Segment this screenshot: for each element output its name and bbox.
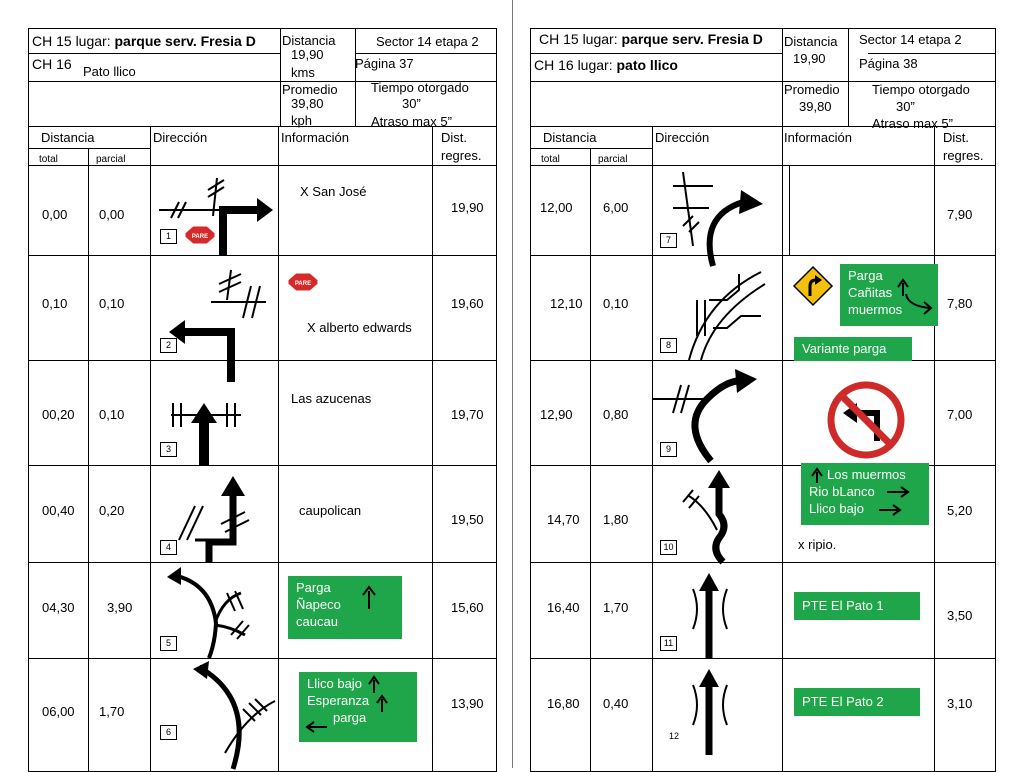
row-11-direction-diagram bbox=[653, 563, 781, 658]
row-1-total: 0,00 bbox=[42, 207, 68, 222]
row-7-number: 7 bbox=[660, 233, 677, 248]
row-8-regres: 7,80 bbox=[947, 296, 973, 311]
row-3-direction-diagram bbox=[151, 361, 277, 465]
row-6-direction-sign bbox=[299, 672, 417, 742]
row-7-direction-diagram bbox=[653, 166, 781, 255]
row-9-number: 9 bbox=[660, 442, 677, 457]
row-12-number: 12 bbox=[669, 731, 680, 741]
row-1-info: X San José bbox=[300, 184, 367, 199]
tiempo-value: 30” bbox=[402, 96, 421, 111]
row-8-right-arrow-icon bbox=[904, 292, 934, 316]
col-total: total bbox=[39, 154, 58, 165]
distancia-value: 19,90 bbox=[793, 51, 826, 66]
atraso-label: Atraso max 5” bbox=[872, 116, 953, 131]
row-8-curve-warning-sign bbox=[793, 266, 833, 306]
row-5-sign-line-1: Parga bbox=[296, 580, 331, 595]
row-3-number: 3 bbox=[160, 442, 177, 457]
row-10-sign-line-1: Los muermos bbox=[827, 467, 906, 482]
distancia-label: Distancia bbox=[784, 34, 838, 49]
pagina-label: Página 38 bbox=[859, 56, 918, 71]
page-divider bbox=[512, 0, 513, 768]
row-6-up-arrow-icon-2 bbox=[375, 694, 389, 712]
row-10-up-arrow-icon bbox=[810, 467, 824, 483]
atraso-label: Atraso max 5” bbox=[371, 114, 452, 129]
row-10-total: 14,70 bbox=[547, 512, 580, 527]
row-9-no-left-turn-sign bbox=[827, 381, 905, 459]
row-6-regres: 13,90 bbox=[451, 696, 484, 711]
row-3-total: 00,20 bbox=[42, 407, 75, 422]
row-8-sign-line-1: Parga bbox=[848, 268, 883, 283]
row-10-sign-line-2: Rio bLanco bbox=[809, 484, 875, 499]
ch-line-1: CH 15 lugar: parque serv. Fresia D bbox=[32, 33, 256, 49]
row-5-up-arrow-icon bbox=[362, 585, 376, 609]
promedio-label: Promedio bbox=[784, 82, 840, 97]
row-9-regres: 7,00 bbox=[947, 407, 973, 422]
tiempo-label: Tiempo otorgado bbox=[371, 80, 469, 95]
col-parcial: parcial bbox=[96, 154, 126, 165]
row-8-parcial: 0,10 bbox=[603, 296, 629, 311]
row-4-direction-diagram bbox=[151, 466, 277, 562]
row-6-up-arrow-icon-1 bbox=[367, 675, 381, 693]
distancia-label: Distancia bbox=[282, 33, 336, 48]
roadbook-page-38 bbox=[530, 28, 996, 772]
row-10-parcial: 1,80 bbox=[603, 512, 629, 527]
row-1-stop-text: PARE bbox=[191, 234, 209, 240]
row-10-sign-line-3: Llico bajo bbox=[809, 501, 864, 516]
row-6-sign-line-1: Llico bajo bbox=[307, 676, 362, 691]
row-5-total: 04,30 bbox=[42, 600, 75, 615]
promedio-label: Promedio bbox=[282, 82, 338, 97]
row-2-info: X alberto edwards bbox=[307, 320, 412, 335]
row-11-number: 11 bbox=[660, 636, 677, 651]
sector-label: Sector 14 etapa 2 bbox=[376, 34, 479, 49]
row-8-variant-sign: Variante parga bbox=[794, 337, 912, 361]
row-10-info-extra: x ripio. bbox=[798, 537, 837, 552]
row-2-regres: 19,60 bbox=[451, 296, 484, 311]
row-10-direction-sign bbox=[801, 463, 929, 525]
col-informacion: Información bbox=[784, 130, 852, 145]
row-7-parcial: 6,00 bbox=[603, 200, 629, 215]
ch-line-2-place: Pato llico bbox=[83, 64, 136, 79]
row-11-regres: 3,50 bbox=[947, 608, 973, 623]
row-6-sign-line-3: parga bbox=[333, 710, 367, 725]
row-7-regres: 7,90 bbox=[947, 207, 973, 222]
row-6-direction-diagram bbox=[151, 659, 277, 772]
col-total: total bbox=[541, 154, 560, 165]
row-11-total: 16,40 bbox=[547, 600, 580, 615]
row-4-info: caupolican bbox=[299, 503, 362, 518]
row-3-info: Las azucenas bbox=[291, 391, 372, 406]
col-distancia: Distancia bbox=[543, 130, 597, 145]
row-11-bridge-sign: PTE El Pato 1 bbox=[794, 592, 920, 620]
col-dist: Dist. bbox=[943, 130, 969, 145]
distancia-value: 19,90 bbox=[291, 47, 324, 62]
row-3-regres: 19,70 bbox=[451, 407, 484, 422]
row-2-stop-text: PARE bbox=[294, 281, 312, 287]
row-4-number: 4 bbox=[160, 540, 177, 555]
row-9-direction-diagram bbox=[653, 361, 781, 465]
row-11-parcial: 1,70 bbox=[603, 600, 629, 615]
row-1-regres: 19,90 bbox=[451, 200, 484, 215]
col-regres: regres. bbox=[943, 148, 984, 163]
row-4-total: 00,40 bbox=[42, 503, 75, 518]
row-9-total: 12,90 bbox=[540, 407, 573, 422]
promedio-value: 39,80 bbox=[799, 99, 832, 114]
row-3-parcial: 0,10 bbox=[99, 407, 125, 422]
row-2-stop-sign bbox=[287, 272, 319, 292]
row-10-right-arrow-icon-2 bbox=[879, 503, 903, 517]
col-parcial: parcial bbox=[598, 154, 628, 165]
row-4-regres: 19,50 bbox=[451, 512, 484, 527]
col-regres: regres. bbox=[441, 148, 482, 163]
col-informacion: Información bbox=[281, 130, 349, 145]
pagina-label: Página 37 bbox=[355, 56, 414, 71]
row-12-parcial: 0,40 bbox=[603, 696, 629, 711]
row-1-number: 1 bbox=[160, 229, 177, 244]
row-5-regres: 15,60 bbox=[451, 600, 484, 615]
col-direccion: Dirección bbox=[153, 130, 208, 145]
row-5-parcial: 3,90 bbox=[107, 600, 133, 615]
row-7-total: 12,00 bbox=[540, 200, 573, 215]
row-10-regres: 5,20 bbox=[947, 503, 973, 518]
promedio-unit: kph bbox=[291, 113, 312, 128]
promedio-value: 39,80 bbox=[291, 96, 324, 111]
tiempo-value: 30” bbox=[896, 99, 915, 114]
ch-line-1: CH 15 lugar: parque serv. Fresia D bbox=[539, 31, 763, 47]
row-8-direction-sign bbox=[840, 264, 938, 326]
row-9-parcial: 0,80 bbox=[603, 407, 629, 422]
row-12-total: 16,80 bbox=[547, 696, 580, 711]
row-8-sign-line-2: Cañitas bbox=[848, 285, 893, 300]
row-10-direction-diagram bbox=[653, 466, 781, 562]
row-6-sign-line-2: Esperanza bbox=[307, 693, 370, 708]
row-5-direction-sign bbox=[288, 576, 402, 639]
distancia-unit: kms bbox=[291, 65, 315, 80]
tiempo-label: Tiempo otorgado bbox=[872, 82, 970, 97]
row-1-parcial: 0,00 bbox=[99, 207, 125, 222]
row-12-direction-diagram bbox=[653, 659, 781, 772]
row-1-stop-sign bbox=[184, 225, 216, 245]
row-10-right-arrow-icon-1 bbox=[887, 485, 911, 499]
row-2-parcial: 0,10 bbox=[99, 296, 125, 311]
row-12-regres: 3,10 bbox=[947, 696, 973, 711]
row-8-direction-diagram bbox=[653, 256, 781, 360]
row-5-sign-line-2: Ñapeco bbox=[296, 597, 341, 612]
row-10-number: 10 bbox=[660, 540, 677, 555]
row-8-sign-line-3: muermos bbox=[848, 302, 903, 317]
row-2-number: 2 bbox=[160, 338, 177, 353]
col-distancia: Distancia bbox=[41, 130, 95, 145]
col-dist: Dist. bbox=[441, 130, 467, 145]
row-4-parcial: 0,20 bbox=[99, 503, 125, 518]
row-6-total: 06,00 bbox=[42, 704, 75, 719]
row-12-bridge-sign: PTE El Pato 2 bbox=[794, 688, 920, 716]
row-2-direction-diagram bbox=[151, 256, 277, 360]
row-5-sign-line-3: caucau bbox=[296, 614, 338, 629]
row-6-left-arrow-icon bbox=[305, 720, 327, 734]
row-6-parcial: 1,70 bbox=[99, 704, 125, 719]
row-8-total: 12,10 bbox=[550, 296, 583, 311]
row-5-direction-diagram bbox=[151, 563, 277, 658]
ch-line-2: CH 16 bbox=[32, 56, 72, 72]
row-6-number: 6 bbox=[160, 725, 177, 740]
row-2-total: 0,10 bbox=[42, 296, 68, 311]
sector-label: Sector 14 etapa 2 bbox=[859, 32, 962, 47]
roadbook-page-37 bbox=[28, 28, 497, 772]
ch-line-2: CH 16 lugar: pato llico bbox=[534, 57, 678, 73]
col-direccion: Dirección bbox=[655, 130, 710, 145]
row-5-number: 5 bbox=[160, 636, 177, 651]
row-8-number: 8 bbox=[660, 338, 677, 353]
